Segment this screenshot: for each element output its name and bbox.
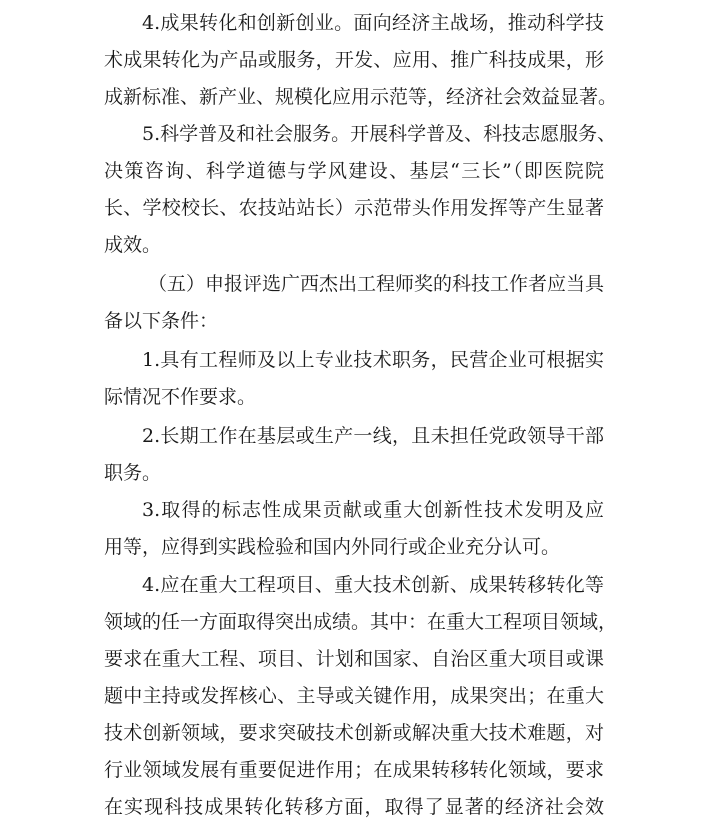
text-line: 3.取得的标志性成果贡献或重大创新性技术发明及应	[142, 499, 604, 521]
paragraph-condition-4	[104, 567, 618, 826]
text-line: 领域的任一方面取得突出成绩。其中：在重大工程项目领域，	[104, 611, 618, 633]
text-line: 在实现科技成果转化转移方面，取得了显著的经济社会效	[104, 796, 604, 818]
text-line: 行业领域发展有重要促进作用；在成果转移转化领域，要求	[104, 759, 604, 781]
paragraph-science-popularization	[104, 116, 617, 264]
text-line: 题中主持或发挥核心、主导或关键作用，成果突出；在重大	[104, 685, 604, 707]
text-line: 1.具有工程师及以上专业技术职务，民营企业可根据实	[142, 349, 604, 371]
text-line: 际情况不作要求。	[104, 386, 257, 408]
text-line: 用等，应得到实践检验和国内外同行或企业充分认可。	[104, 536, 561, 558]
paragraph-achievement-transfer	[104, 5, 618, 116]
text-line: 4.成果转化和创新创业。面向经济主战场，推动科学技	[142, 12, 604, 34]
text-line: 备以下条件：	[104, 310, 219, 332]
paragraph-section-five	[104, 266, 604, 340]
paragraph-condition-1	[104, 342, 604, 416]
text-line: （五）申报评选广西杰出工程师奖的科技工作者应当具	[148, 273, 605, 295]
text-line: 5.科学普及和社会服务。开展科学普及、科技志愿服务、	[142, 123, 617, 145]
text-line: 成新标准、新产业、规模化应用示范等，经济社会效益显著。	[104, 86, 618, 108]
text-line: 4.应在重大工程项目、重大技术创新、成果转移转化等	[142, 574, 604, 596]
text-line: 要求在重大工程、项目、计划和国家、自治区重大项目或课	[104, 648, 604, 670]
text-line: 职务。	[104, 462, 162, 484]
paragraph-condition-2	[104, 418, 604, 492]
text-line: 决策咨询、科学道德与学风建设、基层“三长”（即医院院	[104, 160, 604, 182]
text-line: 成效。	[104, 234, 162, 256]
text-line: 技术创新领域，要求突破技术创新或解决重大技术难题，对	[104, 722, 604, 744]
text-line: 术成果转化为产品或服务，开发、应用、推广科技成果，形	[104, 49, 604, 71]
text-line: 2.长期工作在基层或生产一线，且未担任党政领导干部	[142, 425, 604, 447]
paragraph-condition-3	[104, 492, 604, 566]
text-line: 长、学校校长、农技站站长）示范带头作用发挥等产生显著	[104, 197, 604, 219]
